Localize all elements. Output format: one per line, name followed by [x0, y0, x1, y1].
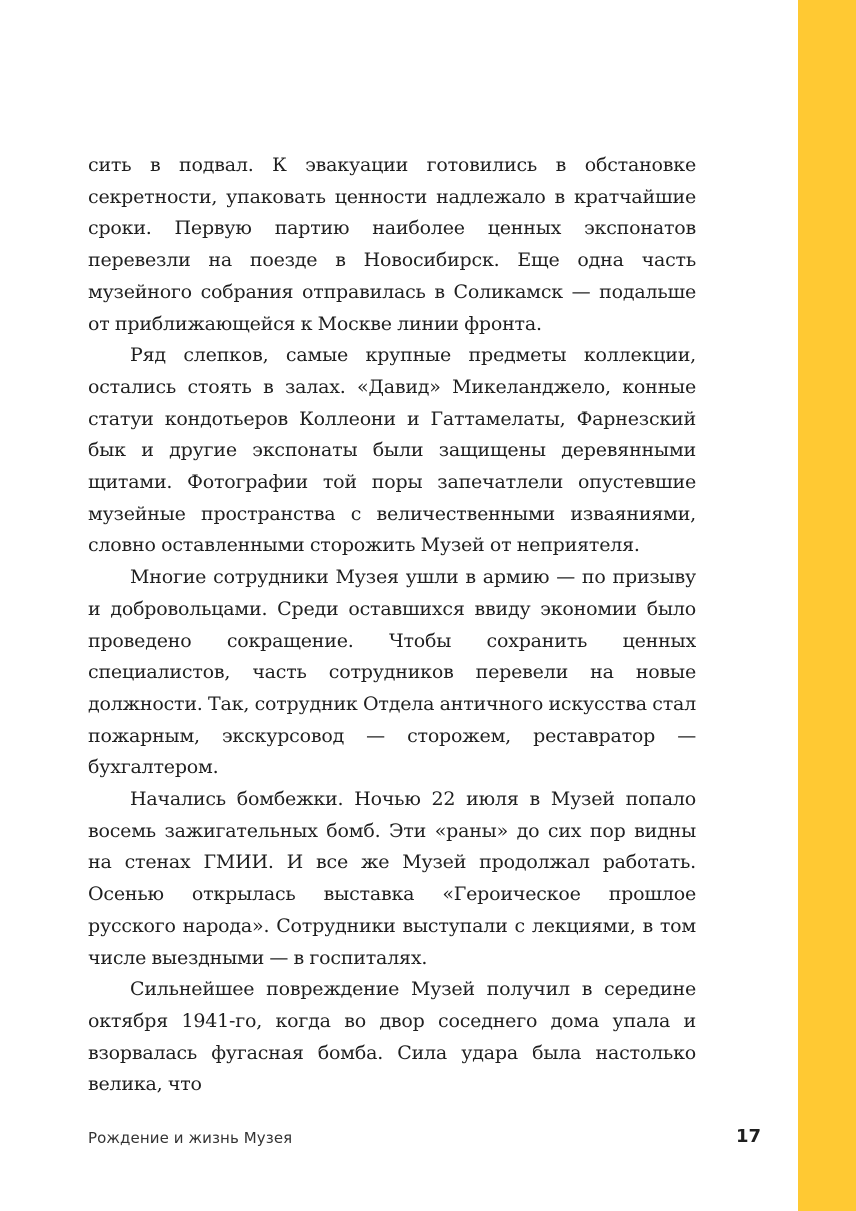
paragraph-2: Ряд слепков, самые крупные предметы коллекции, остались стоять в залах. «Давид» Микеланджело, конные статуи кондотьеров Коллеони и Гаттамелаты, Фарнезский бык и другие экспонаты были защищены деревянными щитами. Фотографии той поры запечатлели опустевшие музейные пространства с величественными изваяниями, словно оставленными сторожить Музей от неприятеля. — [88, 344, 696, 557]
paragraph-1: сить в подвал. К эвакуации готовились в обстановке секретности, упаковать ценности надлежало в кратчайшие сроки. Первую партию наиболее ценных экспонатов перевезли на поезде в Новосибирск. Еще одна часть музейного собрания отправилась в Соликамск — подальше от приближающейся к Москве линии фронта. — [88, 154, 696, 335]
paragraph-4: Начались бомбежки. Ночью 22 июля в Музей попало восемь зажигательных бомб. Эти «раны» до сих пор видны на стенах ГМИИ. И все же Музей продолжал работать. Осенью открылась выставка «Героическое прошлое русского народа». Сотрудники выступали с лекциями, в том числе выездными — в госпиталях. — [88, 788, 696, 969]
page-number: 17 — [736, 1126, 762, 1147]
paragraph-3: Многие сотрудники Музея ушли в армию — по призыву и добровольцами. Среди оставшихся ввиду экономии было проведено сокращение. Чтобы сохранить ценных специалистов, часть сотрудников перевели на новые должности. Так, сотрудник Отдела античного искусства стал пожарным, экскурсовод — сторожем, реставратор — бухгалтером. — [88, 566, 696, 779]
side-color-band — [798, 0, 856, 1211]
running-footer-title: Рождение и жизнь Музея — [88, 1129, 293, 1147]
paragraph-5: Сильнейшее повреждение Музей получил в середине октября 1941-го, когда во двор соседнего дома упала и взорвалась фугасная бомба. Сила удара была настолько велика, что — [88, 978, 696, 1096]
body-text — [88, 150, 696, 1101]
